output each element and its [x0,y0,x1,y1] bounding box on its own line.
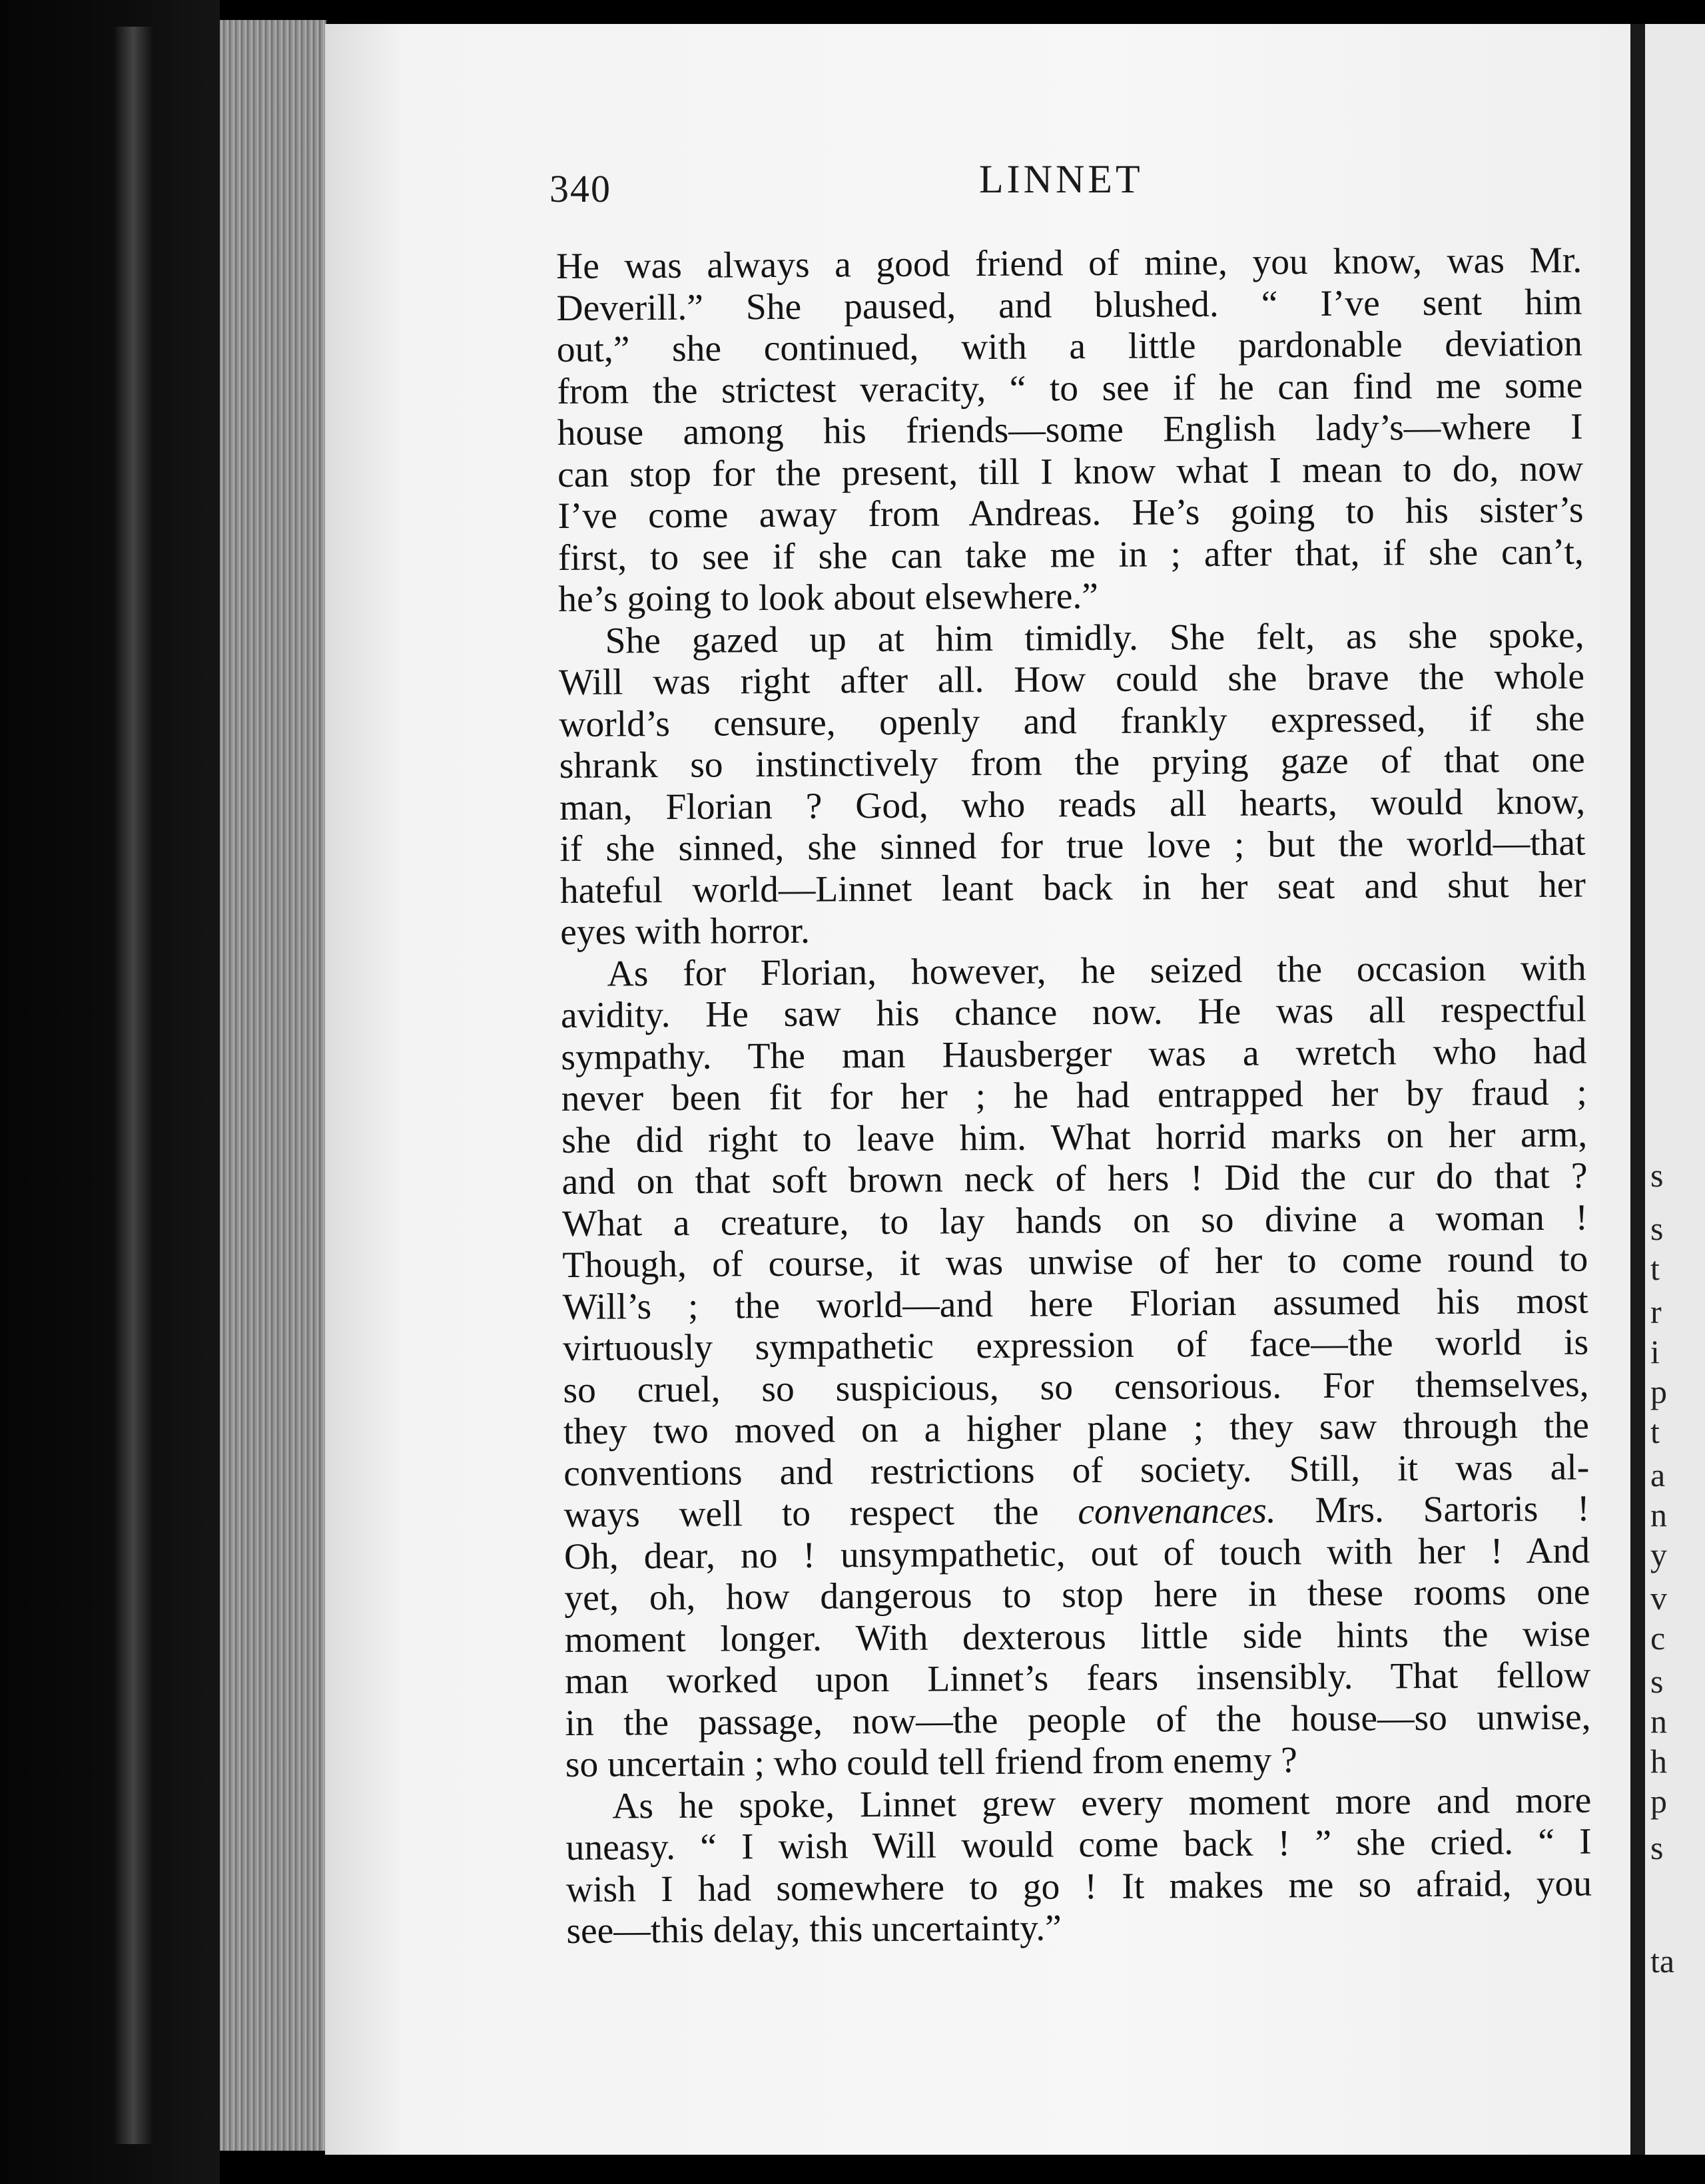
text-line: see—this delay, this uncertainty.” [566,1908,1062,1952]
text-line: sympathy. The man Hausberger was a wretch who had [561,1031,1587,1078]
text-line: house among his friends—some English lady’s—where I [557,406,1583,453]
text-line: moment longer. With dexterous little side hints the wise [564,1613,1590,1661]
text-line: Oh, dear, no ! unsympathetic, out of touch with her ! And [563,1530,1590,1577]
gutter-shadow [1630,24,1645,2155]
text-line: out,” she continued, with a little pardonable deviation [556,323,1583,370]
text-line: conventions and restrictions of society. Still, it was al- [563,1447,1590,1494]
running-title: LINNET [979,157,1144,201]
body-text [556,240,1592,1953]
facing-page-letter: s [1650,1157,1664,1194]
facing-page-fragment [1645,24,1705,2155]
text-line: She gazed up at him timidly. She felt, as she spoke, [605,615,1584,662]
facing-page-letter: a [1650,1456,1666,1494]
text-line: world’s censure, openly and frankly expressed, if she [559,698,1585,745]
text-line: in the passage, now—the people of the house—so unwise, [565,1697,1591,1744]
text-line: uneasy. “ I wish Will would come back ! ” she cried. “ I [565,1821,1592,1868]
text-line: and on that soft brown neck of hers ! Did the cur do that ? [561,1155,1588,1203]
text-line: from the strictest veracity, “ to see if he can find me some [557,365,1583,412]
text-line: so cruel, so suspicious, so censorious. For themselves, [563,1364,1589,1411]
text-line: man worked upon Linnet’s fears insensibly. That fellow [564,1655,1591,1702]
paragraph-1 [556,240,1584,621]
text-line: wish I had somewhere to go ! It makes me so afraid, you [565,1863,1592,1910]
facing-page-letter: s [1650,1663,1664,1700]
text-line: she did right to leave him. What horrid marks on her arm, [561,1114,1588,1161]
facing-page-letter: s [1650,1210,1664,1247]
text-line: Will’s ; the world—and here Florian assumed his most [562,1280,1588,1328]
text-line: Deverill.” She paused, and blushed. “ I’ve sent him [556,282,1582,329]
text-line: Though, of course, it was unwise of her to come round to [562,1238,1588,1286]
text-line: avidity. He saw his chance now. He was all respectful [560,989,1587,1036]
facing-page-letter: n [1650,1496,1667,1533]
facing-page-letter: r [1650,1293,1662,1330]
text-line: man, Florian ? God, who reads all hearts, would know, [559,781,1586,828]
facing-page-letter: i [1650,1333,1660,1370]
text-line: first, to see if she can take me in ; after that, if she can’t, [557,531,1584,579]
text-line: they two moved on a higher plane ; they saw through the [563,1405,1590,1452]
text-line: As he spoke, Linnet grew every moment more and more [612,1780,1592,1827]
facing-page-letter: t [1650,1413,1660,1450]
text-line: never been fit for her ; he had entrapped her by fraud ; [561,1072,1587,1119]
text-line: eyes with horror. [560,910,811,953]
text-line: As for Florian, however, he seized the occasion with [607,948,1586,995]
facing-page-letter: p [1650,1782,1667,1820]
text-line-italic [563,1489,1589,1537]
facing-page-letter: p [1650,1373,1667,1410]
text-line: can stop for the present, till I know what I mean to do, now [557,448,1584,495]
facing-page-letter: v [1650,1579,1667,1617]
text-fragment: ways well to respect the [563,1492,1078,1535]
facing-page-letter: h [1650,1743,1667,1780]
facing-page-letter: y [1650,1536,1667,1573]
text-line: Will was right after all. How could she brave the whole [558,656,1585,703]
facing-page-letter: n [1650,1703,1667,1740]
text-line: He was always a good friend of mine, you know, was Mr. [556,240,1582,287]
paragraph-4 [565,1780,1592,1952]
page-edges [220,20,326,2151]
paragraph-3 [560,948,1591,1786]
text-fragment: Mrs. Sartoris ! [1275,1488,1590,1531]
italic-word: convenances. [1078,1490,1276,1533]
text-line: he’s going to look about elsewhere.” [558,576,1099,620]
page-number: 340 [549,167,611,210]
facing-page-letter: c [1650,1619,1666,1657]
text-line: if she sinned, she sinned for true love ; but the world—that [559,822,1586,870]
text-line: I’ve come away from Andreas. He’s going to his sister’s [557,489,1584,537]
text-line: shrank so instinctively from the prying gaze of that one [559,739,1585,786]
text-line: so uncertain ; who could tell friend from enemy ? [565,1740,1297,1785]
text-line: What a creature, to lay hands on so divine a woman ! [561,1197,1588,1244]
binding-crease [113,27,153,2144]
facing-page-letter: ta [1650,1942,1675,1980]
facing-page-letter: s [1650,1829,1664,1866]
text-line: hateful world—Linnet leant back in her seat and shut her [559,864,1586,912]
facing-page-letter: t [1650,1250,1660,1287]
text-line: virtuously sympathetic expression of face—the world is [562,1322,1589,1369]
paragraph-2 [558,615,1586,954]
book-spine-shadow [0,0,220,2184]
text-line: yet, oh, how dangerous to stop here in these rooms one [564,1571,1590,1619]
